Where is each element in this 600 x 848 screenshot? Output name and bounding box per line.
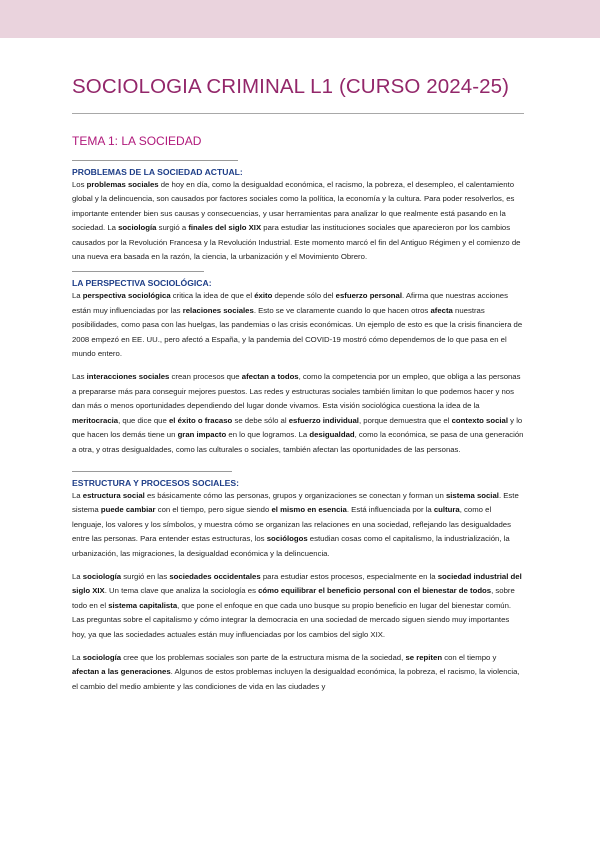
bold-text: el mismo en esencia (271, 505, 347, 515)
bold-text: afecta (430, 305, 453, 315)
text-run: La (72, 490, 83, 500)
bold-text: estructura social (82, 490, 145, 500)
text-run: La (72, 571, 83, 581)
bold-text: relaciones sociales (182, 305, 254, 315)
text-run: . Afirma que nuestras acciones están muy influenciadas por las (72, 291, 508, 315)
text-run: , porque demuestra que el (358, 415, 452, 425)
bold-text: sociología (82, 652, 122, 662)
text-run: crean procesos que (169, 372, 242, 382)
text-run: de hoy en día, como la desigualdad económica, el racismo, la pobreza, el desempleo, el calentamiento global y la delincuencia, son causados por factores sociales como la política, la economía y la cultura. Para poder resolverlos, es importante entender bien sus causas y consecuencias, y usar herramientas para analizar lo que realmente está pasando en la sociedad. La (72, 180, 515, 233)
text-run: , como la competencia por un empleo, que obliga a las personas a prepararse más para conseguir mejores puestos. Las redes y estructuras sociales también limitan lo que podemos hacer y nos dan más o menos oportunidades dependiendo del lugar donde vivamos. Esta visión sociológica cuestiona la idea de la (72, 372, 521, 411)
bold-text: sociólogos (266, 534, 308, 544)
text-run: y lo que hacen los demás tiene un (72, 415, 523, 440)
section-paragraph (72, 570, 524, 642)
text-run: , que pone el enfoque en que cada uno busque su propio beneficio en lugar del bienestar común. Las preguntas sobre el capitalismo y cómo integrar la democracia en una sociedad de mercado siguen siendo muy importantes hoy, ya que las sociedades actuales están muy influenciadas por los cambios del siglo XIX. (72, 600, 512, 639)
section-divider (72, 271, 204, 272)
text-run: estudian cosas como el capitalismo, la industrialización, la urbanización, las migraciones, la desigualdad económica y la delincuencia. (72, 534, 510, 558)
text-run: . Esto se ve claramente cuando lo que hacen otros (253, 305, 431, 315)
document-title: SOCIOLOGIA CRIMINAL L1 (CURSO 2024-25) (72, 75, 510, 98)
bold-text: afectan a las generaciones (72, 667, 171, 677)
text-run: , como la económica, se pasa de una generación a otra, y otras desigualdades, como las culturales o sociales, también afectan las oportunidades de las personas. (72, 430, 524, 454)
text-run: cree que los problemas sociales son parte de la estructura misma de la sociedad, (121, 652, 406, 662)
section-divider (72, 160, 238, 161)
bold-text: sociedad industrial del siglo XIX (72, 571, 522, 596)
bold-text: meritocracia (72, 415, 119, 425)
bold-text: sociología (118, 223, 157, 233)
text-run: con el tiempo, pero sigue siendo (155, 505, 272, 515)
bold-text: perspectiva sociológica (82, 291, 171, 301)
bold-text: desigualdad (309, 430, 355, 440)
text-run: , como el lenguaje, los valores y los símbolos, y muestra cómo se organizan las relaciones en una sociedad, reflejando las desigualdades entre las personas. Para entender estas estructuras, los (72, 505, 511, 544)
section-paragraph (72, 370, 524, 456)
bold-text: contexto social (451, 415, 509, 425)
text-run: en lo que logramos. La (226, 430, 310, 440)
section-heading-estructura: ESTRUCTURA Y PROCESOS SOCIALES: (72, 477, 239, 488)
text-run: , que dice que (118, 415, 169, 425)
text-run: se debe sólo al (232, 415, 289, 425)
bold-text: sistema social (445, 490, 499, 500)
bold-text: sistema capitalista (108, 600, 178, 610)
section-paragraph (72, 178, 524, 264)
text-run: . Un tema clave que analiza la sociología es (104, 586, 259, 596)
text-run: . Está influenciada por la (346, 505, 434, 515)
text-run: Las (72, 372, 87, 382)
bold-text: interacciones sociales (86, 372, 170, 382)
bold-text: cultura (433, 505, 460, 515)
text-run: , sobre todo en el (72, 586, 515, 610)
text-run: depende sólo del (272, 291, 336, 301)
text-run: para estudiar las instituciones sociales que aparecieron por los cambios causados por la Revolución Francesa y la Revolución Industrial. Este momento marcó el fin del Antiguo Régimen y el comienzo de una nueva era basada en la razón, la ciencia, la urbanización y el Movimiento Obrero. (72, 223, 521, 262)
bold-text: finales del siglo XIX (188, 223, 262, 233)
title-divider (72, 113, 524, 114)
bold-text: problemas sociales (86, 180, 159, 189)
text-run: critica la idea de que el (170, 291, 255, 301)
text-run: La (72, 291, 83, 301)
bold-text: se repiten (405, 652, 443, 662)
bold-text: esfuerzo personal (335, 291, 402, 301)
section-heading-problemas: PROBLEMAS DE LA SOCIEDAD ACTUAL: (72, 167, 243, 177)
text-run: La (72, 652, 83, 662)
section-heading-perspectiva: LA PERSPECTIVA SOCIOLÓGICA: (72, 278, 212, 289)
bold-text: gran impacto (177, 430, 227, 440)
document-page (72, 74, 524, 694)
topic-heading: TEMA 1: LA SOCIEDAD (72, 134, 202, 148)
text-run: es básicamente cómo las personas, grupos y organizaciones se conectan y forman un (144, 490, 446, 500)
text-run: nuestras posibilidades, como pasa con las huelgas, las pandemias o las crisis económicas. Un ejemplo de esto es que la crisis financiera de 2008 empezó en EE. UU., pero afectó a España, y la pandemia del COVID-19 mostró cómo dependemos de lo que pasa en el mundo entero. (72, 305, 523, 359)
section-divider (72, 471, 232, 472)
text-run: . Este sistema (72, 490, 519, 515)
bold-text: sociedades occidentales (169, 571, 261, 581)
section-paragraph (72, 289, 524, 361)
bold-text: el éxito o fracaso (168, 415, 233, 425)
text-run: surgió a (156, 223, 189, 233)
bold-text: afectan a todos (241, 372, 299, 382)
text-run: . Algunos de estos problemas incluyen la desigualdad económica, la pobreza, el racismo, la violencia, el cambio del medio ambiente y las condiciones de vida en las ciudades y (72, 667, 520, 691)
bold-text: esfuerzo individual (288, 415, 359, 425)
bold-text: cómo equilibrar el beneficio personal con el bienestar de todos (258, 586, 492, 596)
text-run: surgió en las (121, 571, 170, 581)
bold-text: éxito (254, 291, 273, 301)
bold-text: puede cambiar (100, 505, 156, 515)
top-banner (0, 0, 600, 38)
text-run: con el tiempo y (442, 652, 497, 662)
text-run: Los (72, 180, 87, 189)
section-paragraph (72, 489, 524, 561)
bold-text: sociología (82, 571, 122, 581)
section-paragraph (72, 651, 524, 694)
text-run: para estudiar estos procesos, especialmente en la (260, 571, 438, 581)
